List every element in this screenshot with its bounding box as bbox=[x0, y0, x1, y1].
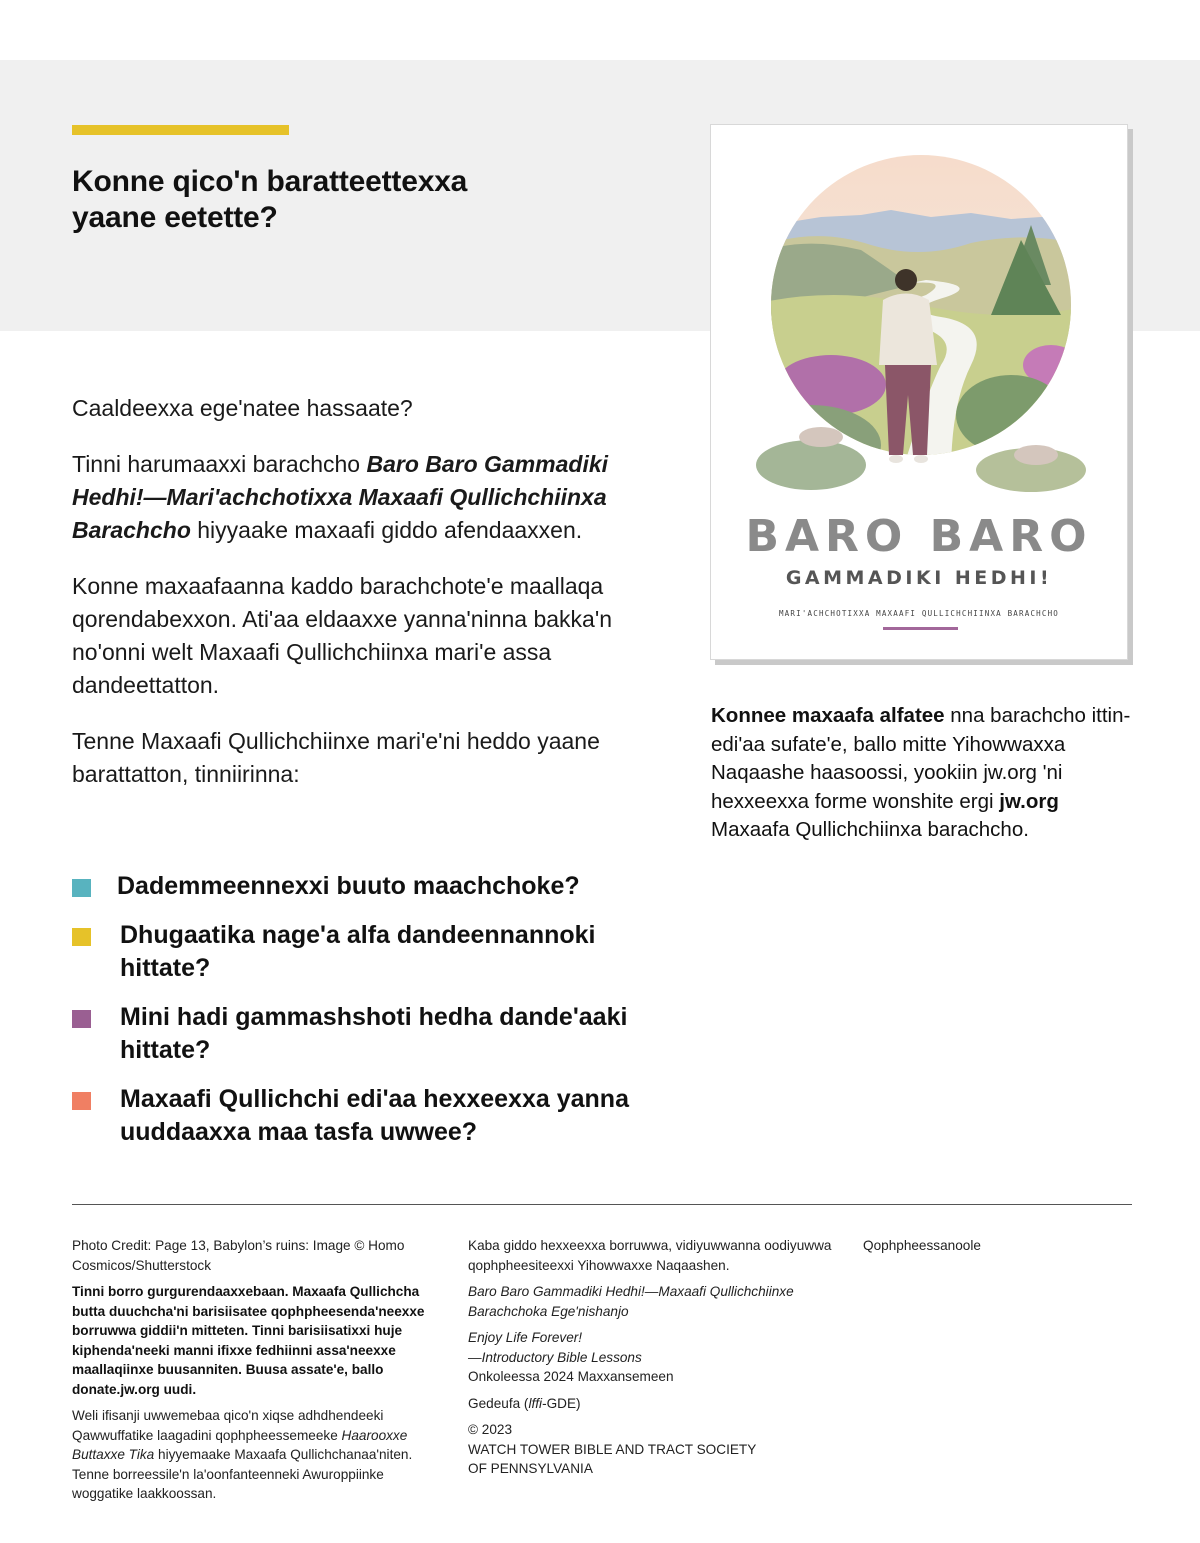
language-suffix: -GDE) bbox=[542, 1395, 581, 1411]
request-info bbox=[711, 702, 1131, 845]
translation-prefix: Weli ifisanji uwwemebaa qico'n xiqse adhdhendeeki Qawwuffatike laagadini qophpheessemeeke bbox=[72, 1408, 384, 1443]
title-line-1: Konne qico'n baratteettexxa bbox=[72, 165, 468, 198]
donation-note: Tinni borro gurgurendaaxxebaan. Maxaafa Qullichcha butta duuchcha'ni barisiisatee qophpheesenda'neexxe borruwwa giddii'n mitteten. Tinni barisiisatixxi huje kiphenda'neeki manni ifixxe fedhiinni assa'neexxe maallaqiinxe buusanniten. Buusa assate'e, ballo donate.jw.org uudi. bbox=[72, 1284, 425, 1397]
local-title-text: Baro Baro Gammadiki Hedhi!—Maxaafi Qullichchiinxe Barachchoka Ege'nishanjo bbox=[468, 1284, 794, 1319]
copyright bbox=[468, 1420, 838, 1479]
main-content bbox=[72, 392, 632, 814]
request-text-1: nna barachcho ittin-edi'aa sufate'e, ballo mitte Yihowwaxxa Naqaashe haasoossi, yookiin jw.org 'ni hexxeexxa forme wonshite ergi bbox=[711, 704, 1131, 813]
question-text: Mini hadi gammashshoti hedha dande'aaki hittate? bbox=[120, 1003, 628, 1064]
copyright-year: © 2023 bbox=[468, 1422, 513, 1437]
request-lead: Konnee maxaafa alfatee bbox=[711, 704, 945, 727]
language-code-italic: lffi bbox=[528, 1395, 543, 1411]
distributor-label: Qophpheessanoole bbox=[863, 1238, 981, 1253]
accent-bar bbox=[72, 125, 289, 135]
footer-column-3 bbox=[863, 1236, 1163, 1263]
english-title-2: —Introductory Bible Lessons bbox=[468, 1349, 642, 1365]
publisher-line-2: OF PENNSYLVANIA bbox=[468, 1461, 593, 1476]
footer-column-1 bbox=[72, 1236, 442, 1511]
intro-paragraph bbox=[72, 448, 632, 547]
intro-prefix: Tinni harumaaxxi barachcho bbox=[72, 451, 367, 477]
publisher-note: Kaba giddo hexxeexxa borruwwa, vidiyuwwanna oodiyuwwa qophpheesiteexxi Yihowwaxxe Naqaashen. bbox=[468, 1238, 832, 1273]
bullet-square-icon bbox=[72, 879, 91, 897]
translation-suffix: hiyyemaake Maxaafa Qullichchanaa'niten. Tenne borreessile'n la'oonfanteenneki Awuroppiinke woggatike laakkoossan. bbox=[72, 1447, 413, 1501]
cover-title-line-1: BARO BARO bbox=[745, 511, 1093, 562]
cost-paragraph: Konne maxaafaanna kaddo barachchote'e maallaqa qorendabexxon. Ati'aa eldaaxxe yanna'ninna bakka'n no'onni welt Maxaafi Qullichchiinxa mari'e assa dandeettatton. bbox=[72, 573, 613, 698]
intro-question: Caaldeexxa ege'natee hassaate? bbox=[72, 395, 413, 421]
question-item bbox=[72, 919, 652, 985]
title-line-2: yaane eetette? bbox=[72, 201, 278, 234]
question-text: Maxaafi Qullichchi edi'aa hexxeexxa yanna uuddaaxxa maa tasfa uwwee? bbox=[120, 1085, 629, 1146]
question-list bbox=[72, 870, 652, 1165]
local-title bbox=[468, 1282, 838, 1321]
intro-suffix: hiyyaake maxaafi giddo afendaaxxen. bbox=[190, 517, 583, 543]
english-title-1: Enjoy Life Forever! bbox=[468, 1330, 583, 1345]
cover-subtitle: MARI'ACHCHOTIXXA MAXAAFI QULLICHCHIINXA BARACHCHO bbox=[778, 609, 1060, 618]
bullet-square-icon bbox=[72, 1092, 91, 1110]
question-item bbox=[72, 870, 652, 903]
bullet-square-icon bbox=[72, 928, 91, 946]
footer-divider bbox=[72, 1204, 1132, 1205]
cover-title-line-2: GAMMADIKI HEDHI! bbox=[785, 567, 1053, 589]
page-title bbox=[72, 164, 632, 236]
jw-org-link[interactable]: jw.org bbox=[999, 789, 1059, 813]
language-code bbox=[468, 1394, 838, 1414]
book-title: Baro Baro Gammadiki Hedhi!—Mari'achchotixxa Maxaafi Qullichchiinxa Barachcho bbox=[72, 451, 609, 543]
bullet-square-icon bbox=[72, 1010, 91, 1028]
print-date: Onkoleessa 2024 Maxxansemeen bbox=[468, 1369, 674, 1384]
translation-title: Haarooxxe Buttaxxe Tika bbox=[72, 1427, 408, 1462]
footer-column-2 bbox=[468, 1236, 838, 1486]
request-text-2: Maxaafa Qullichchiinxa barachcho. bbox=[711, 818, 1029, 841]
question-text: Dademmeennexxi buuto maachchoke? bbox=[117, 872, 580, 900]
question-item bbox=[72, 1083, 652, 1149]
question-item bbox=[72, 1001, 652, 1067]
question-text: Dhugaatika nage'a alfa dandeennannoki hittate? bbox=[120, 921, 596, 982]
publisher-line-1: WATCH TOWER BIBLE AND TRACT SOCIETY bbox=[468, 1441, 757, 1457]
language-prefix: Gedeufa ( bbox=[468, 1395, 529, 1411]
cover-illustration bbox=[751, 155, 1091, 515]
photo-credit: Photo Credit: Page 13, Babylon’s ruins: Image © Homo Cosmicos/Shutterstock bbox=[72, 1238, 405, 1273]
cover-accent-rule bbox=[883, 627, 958, 630]
book-cover bbox=[710, 124, 1128, 660]
edition-info bbox=[468, 1328, 838, 1387]
topics-lead: Tenne Maxaafi Qullichchiinxe mari'e'ni heddo yaane barattatton, tinniirinna: bbox=[72, 728, 600, 787]
translation-note bbox=[72, 1406, 442, 1504]
